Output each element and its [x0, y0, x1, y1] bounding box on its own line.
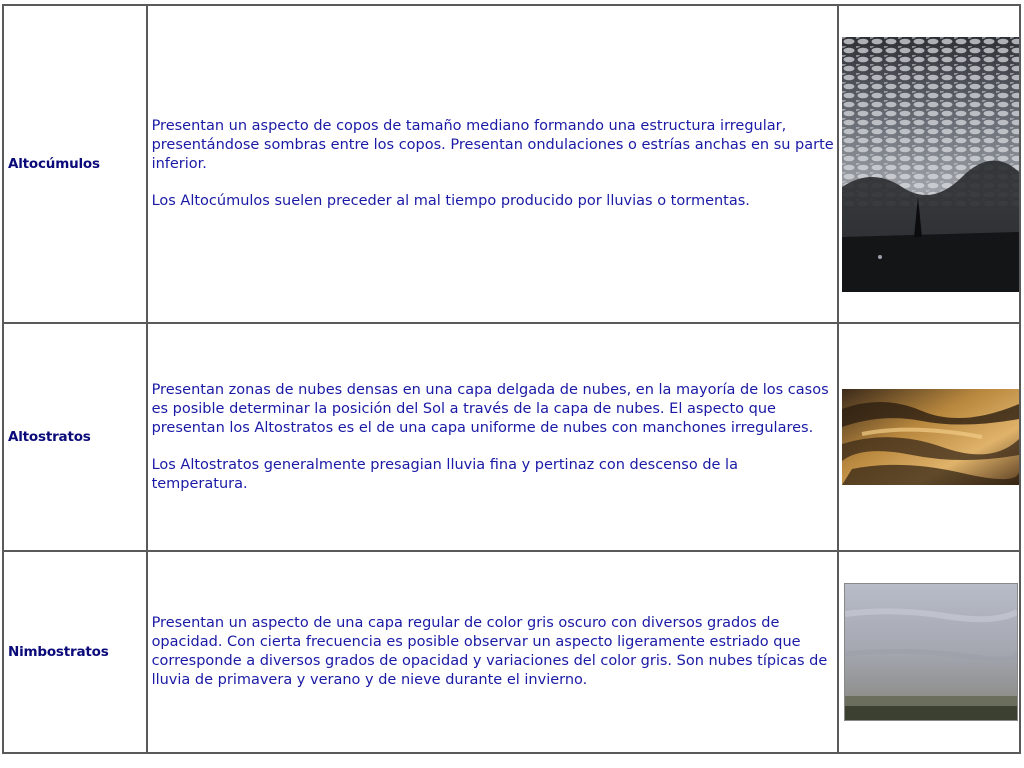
cloud-name-cell [3, 5, 147, 323]
description-paragraph: Los Altostratos generalmente presagian lluvia fina y pertinaz con descenso de la temperatura. [151, 456, 738, 492]
photo-cell [838, 323, 1020, 551]
description-cell [147, 323, 839, 551]
cloud-description [148, 381, 838, 494]
description-paragraph: Presentan un aspecto de copos de tamaño mediano formando una estructura irregular, presentándose sombras entre los copos. Presentan ondulaciones o estrías anchas en su parte inferior. [151, 118, 834, 172]
cloud-description [148, 117, 838, 211]
description-paragraph: Presentan un aspecto de una capa regular de color gris oscuro con diversos grados de opacidad. Con cierta frecuencia es posible observar un aspecto ligeramente estriado que corresponde a diversos grados de opacidad y variaciones del color gris. Son nubes típicas de lluvia de primavera y verano y de nieve durante el invierno. [151, 615, 828, 688]
description-cell [147, 551, 839, 753]
cloud-name: Nimbostratos [8, 644, 109, 660]
altostratus-photo [842, 389, 1019, 485]
description-cell [147, 5, 839, 323]
cloud-description [148, 614, 838, 690]
description-paragraph: Los Altocúmulos suelen preceder al mal tiempo producido por lluvias o tormentas. [151, 193, 750, 209]
cloud-name: Altostratos [8, 429, 91, 445]
table-row [3, 5, 1020, 323]
altocumulus-photo [842, 37, 1019, 292]
photo-cell [838, 5, 1020, 323]
table-row [3, 323, 1020, 551]
table-row [3, 551, 1020, 753]
photo-cell [838, 551, 1020, 753]
cloud-types-table [2, 4, 1021, 754]
cloud-name-cell [3, 551, 147, 753]
description-paragraph: Presentan zonas de nubes densas en una capa delgada de nubes, en la mayoría de los casos es posible determinar la posición del Sol a través de la capa de nubes. El aspecto que presentan los Altostratos es el de una capa uniforme de nubes con manchones irregulares. [151, 381, 829, 436]
cloud-name: Altocúmulos [8, 156, 100, 172]
nimbostratus-photo [844, 583, 1018, 721]
cloud-name-cell [3, 323, 147, 551]
